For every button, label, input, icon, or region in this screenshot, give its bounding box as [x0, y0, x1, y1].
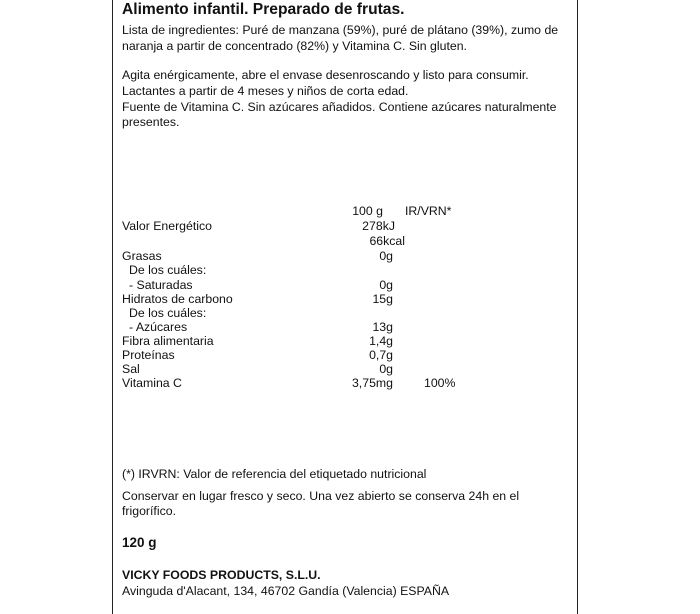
nutrition-row-label: Proteínas	[122, 348, 175, 362]
nutrition-row-value: 278kJ	[362, 219, 395, 233]
nutrition-row-label: - Saturadas	[129, 278, 193, 292]
company-name: VICKY FOODS PRODUCTS, S.L.U.	[122, 568, 321, 582]
nutrition-row-value: 1,4g	[369, 334, 393, 348]
nutrition-row-label: Hidratos de carbono	[122, 292, 233, 306]
nutrition-row-label: Sal	[122, 362, 140, 376]
nutrition-row-label: De los cuáles:	[129, 263, 207, 277]
footnote: (*) IRVRN: Valor de referencia del etiquetado nutricional	[122, 467, 427, 481]
ingredients-line-2: naranja a partir de concentrado (82%) y Vitamina C. Sin gluten.	[122, 39, 467, 53]
nutrition-row-label: Grasas	[122, 249, 162, 263]
storage-line-1: Conservar en lugar fresco y seco. Una vez abierto se conserva 24h en el	[122, 489, 520, 503]
nutrition-row-label: Fibra alimentaria	[122, 334, 214, 348]
net-weight: 120 g	[122, 535, 157, 550]
nutrition-row-value: 3,75mg	[351, 376, 393, 390]
nutrition-header-ir: IR/VRN*	[405, 204, 452, 218]
instructions-line-1: Agita enérgicamente, abre el envase desenroscando y listo para consumir.	[122, 68, 529, 82]
nutrition-row-value: 66kcal	[369, 234, 405, 248]
nutrition-row-label: Valor Energético	[122, 219, 212, 233]
nutrition-row-value: 0,7g	[369, 348, 393, 362]
nutrition-row-value: 0g	[379, 362, 393, 376]
nutrition-row-label: De los cuáles:	[129, 306, 207, 320]
nutrition-header-per: 100 g	[352, 204, 383, 218]
nutrition-row-value: 0g	[379, 278, 393, 292]
product-title: Alimento infantil. Preparado de frutas.	[122, 1, 405, 18]
nutrition-row-label: Vitamina C	[122, 376, 182, 390]
nutrition-row-value: 15g	[372, 292, 393, 306]
nutrition-row-value: 13g	[372, 320, 393, 334]
instructions-line-3: Fuente de Vitamina C. Sin azúcares añadidos. Contiene azúcares naturalmente	[122, 100, 557, 114]
nutrition-row-label: - Azúcares	[129, 320, 188, 334]
instructions-line-2: Lactantes a partir de 4 meses y niños de corta edad.	[122, 84, 409, 98]
nutrition-row-value: 0g	[379, 249, 393, 263]
ingredients-line-1: Lista de ingredientes: Puré de manzana (59%), puré de plátano (39%), zumo de	[122, 23, 559, 37]
nutrition-row-ir: 100%	[424, 376, 456, 390]
instructions-line-4: presentes.	[122, 115, 180, 129]
company-address: Avinguda d'Alacant, 134, 46702 Gandía (Valencia) ESPAÑA	[122, 584, 450, 598]
storage-line-2: frigorífico.	[122, 504, 176, 518]
